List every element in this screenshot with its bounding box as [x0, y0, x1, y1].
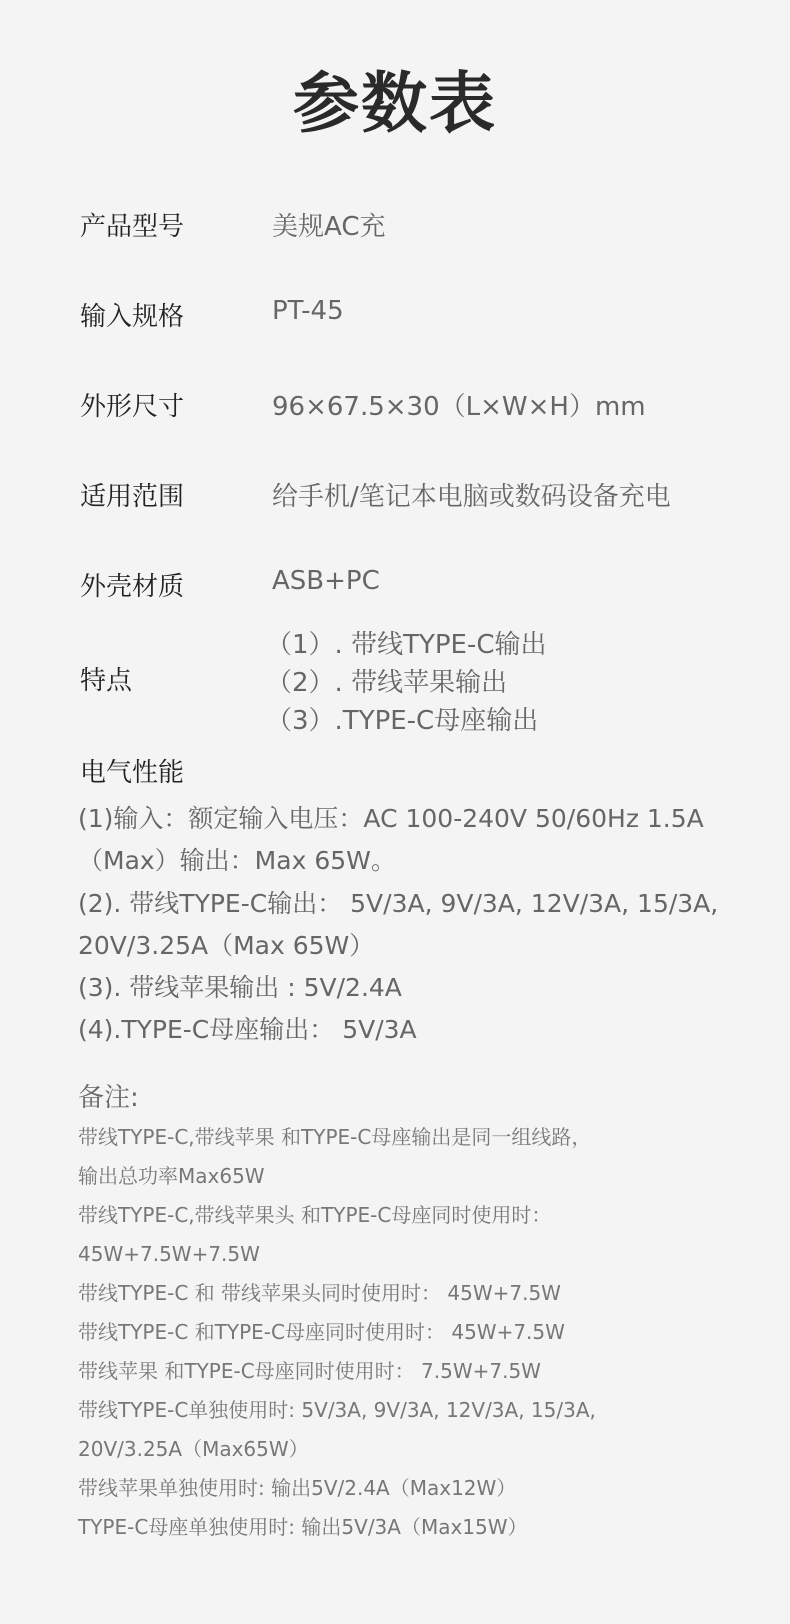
feature-item: （1）. 带线TYPE-C输出 — [266, 630, 547, 660]
feature-item: （3）.TYPE-C母座输出 — [266, 706, 539, 736]
spec-value: 96×67.5×30（L×W×H）mm — [272, 392, 646, 422]
spec-value: ASB+PC — [272, 566, 380, 596]
spec-row-features — [80, 620, 760, 745]
spec-row-dimensions — [80, 376, 760, 426]
spec-label: 外壳材质 — [80, 572, 185, 602]
spec-row-material — [80, 556, 760, 606]
electrical-line: (2). 带线TYPE-C输出： 5V/3A, 9V/3A, 12V/3A, 15/3A, — [78, 888, 719, 918]
electrical-list — [78, 798, 768, 1052]
feature-list — [266, 626, 546, 740]
electrical-line: 20V/3.25A（Max 65W） — [78, 930, 375, 960]
notes-list — [78, 1118, 768, 1547]
spec-label: 输入规格 — [80, 302, 185, 332]
note-line: 带线TYPE-C,带线苹果头 和TYPE-C母座同时使用时： — [78, 1203, 552, 1227]
spec-row-model — [80, 196, 760, 246]
spec-row-input — [80, 286, 760, 336]
note-line: 20V/3.25A（Max65W） — [78, 1437, 309, 1461]
spec-value: 美规AC充 — [272, 212, 386, 242]
notes-heading: 备注: — [78, 1083, 139, 1113]
note-line: 带线TYPE-C 和TYPE-C母座同时使用时： 45W+7.5W — [78, 1320, 565, 1344]
spec-label: 产品型号 — [80, 212, 185, 242]
note-line: 45W+7.5W+7.5W — [78, 1242, 260, 1266]
electrical-line: （Max）输出：Max 65W。 — [78, 846, 396, 876]
spec-row-application — [80, 466, 760, 516]
spec-label: 适用范围 — [80, 482, 185, 512]
electrical-line: (3). 带线苹果输出 : 5V/2.4A — [78, 973, 402, 1003]
note-line: 带线苹果单独使用时: 输出5V/2.4A（Max12W） — [78, 1476, 517, 1500]
note-line: 带线苹果 和TYPE-C母座同时使用时： 7.5W+7.5W — [78, 1359, 541, 1383]
spec-value: PT-45 — [272, 296, 344, 326]
electrical-heading: 电气性能 — [80, 758, 185, 788]
note-line: 带线TYPE-C单独使用时: 5V/3A, 9V/3A, 12V/3A, 15/3A, — [78, 1398, 596, 1422]
spec-label: 外形尺寸 — [80, 392, 185, 422]
spec-value: 给手机/笔记本电脑或数码设备充电 — [272, 482, 671, 512]
note-line: 带线TYPE-C 和 带线苹果头同时使用时： 45W+7.5W — [78, 1281, 561, 1305]
spec-label: 特点 — [80, 666, 133, 696]
page-title: 参数表 — [293, 65, 497, 142]
electrical-line: (4).TYPE-C母座输出： 5V/3A — [78, 1015, 417, 1045]
note-line: 输出总功率Max65W — [78, 1164, 265, 1188]
note-line: 带线TYPE-C,带线苹果 和TYPE-C母座输出是同一组线路， — [78, 1125, 592, 1149]
feature-item: （2）. 带线苹果输出 — [266, 668, 508, 698]
note-line: TYPE-C母座单独使用时: 输出5V/3A（Max15W） — [78, 1515, 528, 1539]
electrical-line: (1)输入：额定输入电压：AC 100-240V 50/60Hz 1.5A — [78, 804, 704, 833]
